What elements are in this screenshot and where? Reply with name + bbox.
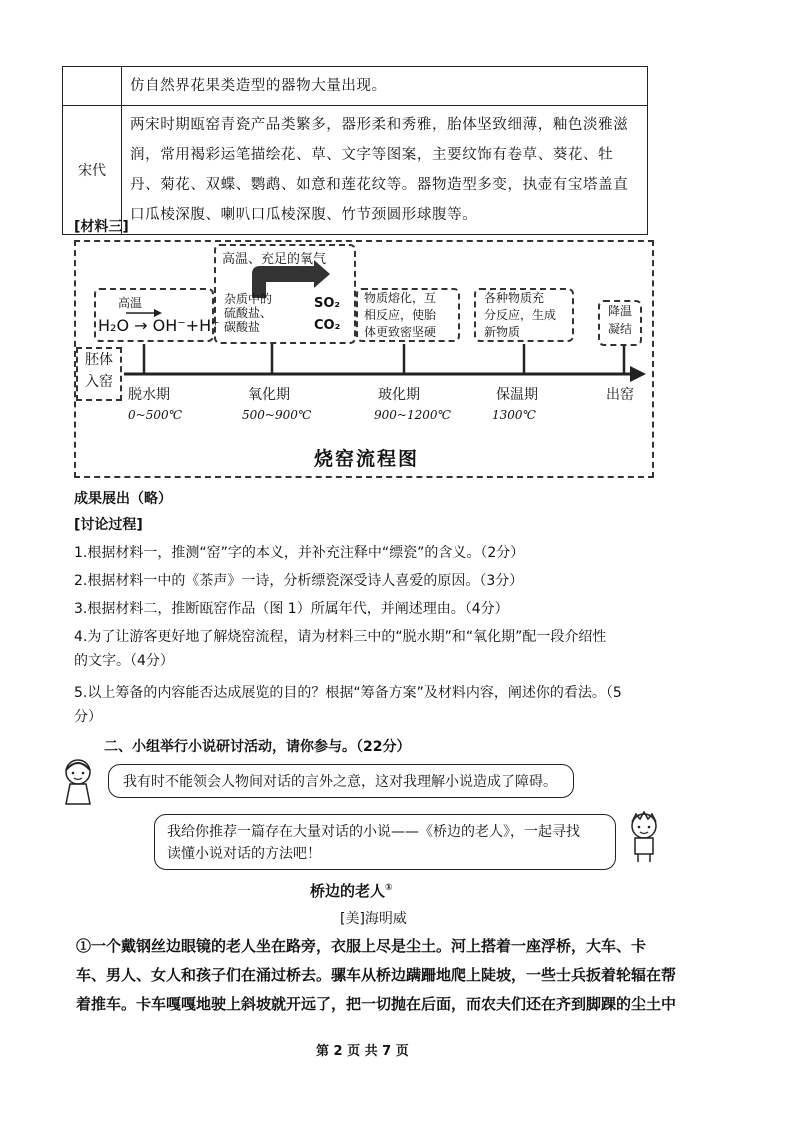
stage-temp: 0~500℃ [128, 408, 183, 422]
oxidation-box [214, 244, 356, 344]
water-equation: H₂O → OH⁻+H⁺ [98, 316, 220, 335]
equation-left: H₂O [98, 316, 130, 335]
question-4: 4.为了让游客更好地了解烧窑流程，请为材料三中的“脱水期”和“氧化期”配一段介绍性 [74, 629, 607, 645]
equation-right: OH⁻+H⁺ [152, 316, 220, 335]
impurities-line: 硫酸盐、 [224, 306, 273, 320]
vitrification-line: 物质熔化，互 [364, 291, 437, 305]
stage-name: 氧化期 [248, 387, 290, 403]
co2-label: CO₂ [314, 318, 341, 333]
speech-bubble-boy [154, 814, 616, 870]
impurities-label [224, 292, 272, 334]
question-4-cont: 的文字。（4分） [74, 653, 174, 669]
results-line: 成果展出（略） [74, 491, 172, 507]
story-line: ①一个戴钢丝边眼镜的老人坐在路旁，衣服上尽是尘土。河上搭着一座浮桥，大车、卡 [76, 937, 647, 955]
table-cell-text: 两宋时期瓯窑青瓷产品类繁多，器形柔和秀雅，胎体坚致细薄，釉色淡雅滋润，常用褐彩运笔描绘花、草、文字等图案，主要纹饰有卷草、葵花、牡丹、菊花、双蝶、鹦鹉、如意和莲花纹等。器物造型多变，执壶有宝塔盖直口瓜棱深腹、喇叭口瓜棱深腹、竹节颈圆形球腹等。 [122, 106, 648, 235]
girl-avatar-icon [58, 756, 98, 808]
footnote-mark: ① [385, 883, 393, 893]
kiln-entry-box [76, 347, 122, 401]
speech-bubble-girl: 我有时不能领会人物间对话的言外之意，这对我理解小说造成了障碍。 [108, 764, 574, 798]
cooling-line: 凝结 [607, 322, 632, 336]
stage-temp: 1300℃ [492, 408, 536, 422]
table-cell-text: 仿自然界花果类造型的器物大量出现。 [122, 67, 648, 106]
kiln-entry-line: 入窑 [85, 374, 113, 390]
impurities-line: 碳酸盐 [224, 320, 261, 334]
page-footer: 第 2 页 共 7 页 [316, 1044, 409, 1059]
discussion-heading: [讨论过程] [74, 517, 143, 533]
section-2-title: 二、小组举行小说研讨活动，请你参与。（22分） [104, 739, 411, 755]
material3-heading: [材料三] [74, 219, 129, 235]
dynasty-table [62, 66, 648, 235]
cooling-box [598, 300, 642, 346]
holding-line: 新物质 [484, 325, 521, 339]
question-2: 2.根据材料一中的《茶声》一诗，分析缥瓷深受诗人喜爱的原因。（3分） [74, 573, 524, 589]
stage-temp: 500~900℃ [242, 408, 312, 422]
question-5: 5.以上筹备的内容能否达成展览的目的？根据“筹备方案”及材料内容，阐述你的看法。（5 [74, 685, 622, 701]
kiln-timeline [74, 240, 654, 474]
table-row [63, 67, 648, 106]
so2-label: SO₂ [314, 296, 341, 311]
question-5-cont: 分） [74, 709, 102, 725]
dehydration-box [94, 288, 220, 342]
story-line: 车、男人、女人和孩子们在涌过桥去。骡车从桥边蹒跚地爬上陡坡，一些士兵扳着轮辐在帮 [76, 966, 677, 984]
vitrification-line: 相反应，使胎 [364, 308, 437, 322]
stage-name: 脱水期 [128, 387, 170, 403]
table-row [63, 106, 648, 235]
bubble-line: 读懂小说对话的方法吧！ [167, 846, 321, 862]
table-cell-empty [63, 67, 122, 106]
holding-line: 分反应，生成 [484, 308, 557, 322]
story-line: 着推车。卡车嘎嘎地驶上斜坡就开远了，把一切抛在后面，而农夫们还在齐到脚踝的尘土中 [76, 995, 677, 1013]
question-3: 3.根据材料二，推断瓯窑作品（图 1）所属年代，并阐述理由。（4分） [74, 601, 509, 617]
table-cell-dynasty: 宋代 [63, 106, 122, 235]
vitrification-line: 体更致密坚硬 [364, 325, 437, 339]
holding-box [474, 288, 574, 342]
stage-name: 出窑 [606, 387, 634, 403]
kiln-entry-line: 胚体 [85, 352, 113, 368]
stage-name: 玻化期 [378, 387, 420, 403]
oxygen-condition: 高温、充足的氧气 [222, 252, 327, 267]
diagram-title: 烧窑流程图 [314, 448, 420, 470]
story-title-text: 桥边的老人 [310, 882, 386, 900]
stage-name: 保温期 [496, 387, 538, 403]
vitrification-box [356, 288, 460, 342]
holding-line: 各种物质充 [484, 291, 545, 305]
story-title [310, 880, 393, 901]
bubble-line: 我给你推荐一篇存在大量对话的小说——《桥边的老人》，一起寻找 [167, 824, 580, 840]
timeline-arrowhead [630, 366, 646, 382]
high-temp-label: 高温 [118, 296, 143, 310]
stage-temp: 900~1200℃ [374, 408, 451, 422]
story-author: [美]海明威 [340, 911, 407, 927]
boy-avatar-icon [624, 810, 664, 864]
impurities-line: 杂质中的 [224, 292, 273, 306]
cooling-line: 降温 [607, 304, 632, 318]
question-1: 1.根据材料一，推测“窑”字的本义，并补充注释中“缥瓷”的含义。（2分） [74, 545, 525, 561]
